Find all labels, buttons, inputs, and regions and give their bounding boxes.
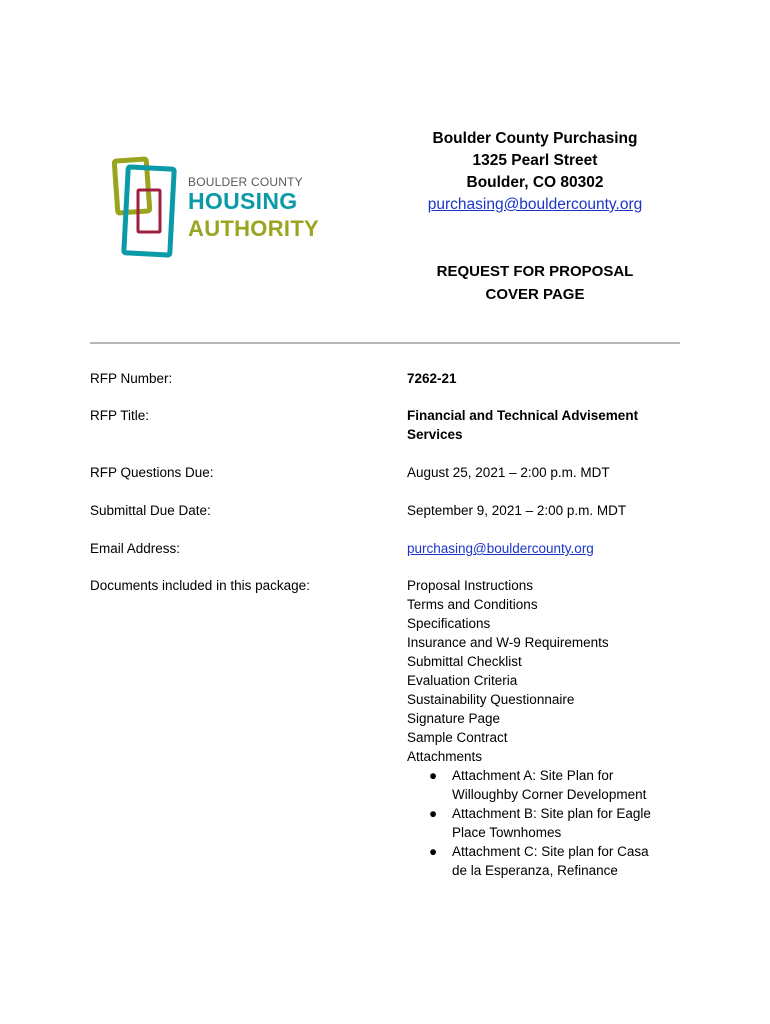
logo-text-county: BOULDER COUNTY xyxy=(188,175,303,189)
document-item: Attachments xyxy=(407,749,483,764)
field-value: Financial and Technical Advisement Services xyxy=(407,408,639,442)
document-item: Sustainability Questionnaire xyxy=(407,692,575,707)
bullet-icon: ● xyxy=(429,768,438,783)
title-line-1: REQUEST FOR PROPOSAL xyxy=(436,263,634,280)
document-item: Submittal Checklist xyxy=(407,654,522,669)
field-label: RFP Number: xyxy=(90,371,173,386)
attachment-item xyxy=(429,804,662,842)
header-email-link[interactable]: purchasing@bouldercounty.org xyxy=(427,196,643,213)
field-label: Email Address: xyxy=(90,541,181,556)
logo-mark-icon xyxy=(108,150,188,265)
attachment-item xyxy=(429,842,662,880)
email-link[interactable]: purchasing@bouldercounty.org xyxy=(407,541,594,556)
field-label: Submittal Due Date: xyxy=(90,503,211,518)
divider xyxy=(90,342,680,344)
document-item: Evaluation Criteria xyxy=(407,673,518,688)
field-label: RFP Title: xyxy=(90,408,150,423)
org-name: Boulder County Purchasing xyxy=(432,130,638,147)
document-item: Signature Page xyxy=(407,711,501,726)
bullet-icon: ● xyxy=(429,806,438,821)
document-item: Terms and Conditions xyxy=(407,597,538,612)
field-label: Documents included in this package: xyxy=(90,578,310,593)
document-title xyxy=(400,260,670,306)
logo-text-housing: HOUSING xyxy=(188,188,298,214)
document-item: Sample Contract xyxy=(407,730,508,745)
title-line-2: COVER PAGE xyxy=(485,286,585,303)
logo-text-authority: AUTHORITY xyxy=(188,216,320,241)
attachment-item xyxy=(429,766,662,804)
bullet-icon: ● xyxy=(429,844,438,859)
field-value: August 25, 2021 – 2:00 p.m. MDT xyxy=(407,465,610,480)
documents-list xyxy=(407,576,677,880)
street-address: 1325 Pearl Street xyxy=(472,152,598,169)
field-value: 7262-21 xyxy=(407,371,457,386)
city-state-zip: Boulder, CO 80302 xyxy=(466,174,604,191)
address-block xyxy=(400,128,670,216)
attachment-label: Attachment C: Site plan for Casa de la Esperanza, Refinance xyxy=(452,844,649,878)
field-value: September 9, 2021 – 2:00 p.m. MDT xyxy=(407,503,627,518)
document-item: Specifications xyxy=(407,616,491,631)
attachment-label: Attachment A: Site Plan for Willoughby Corner Development xyxy=(452,768,647,802)
attachment-label: Attachment B: Site plan for Eagle Place Townhomes xyxy=(452,806,651,840)
document-item: Proposal Instructions xyxy=(407,578,534,593)
field-label: RFP Questions Due: xyxy=(90,465,214,480)
document-item: Insurance and W-9 Requirements xyxy=(407,635,609,650)
housing-authority-logo xyxy=(108,150,320,265)
